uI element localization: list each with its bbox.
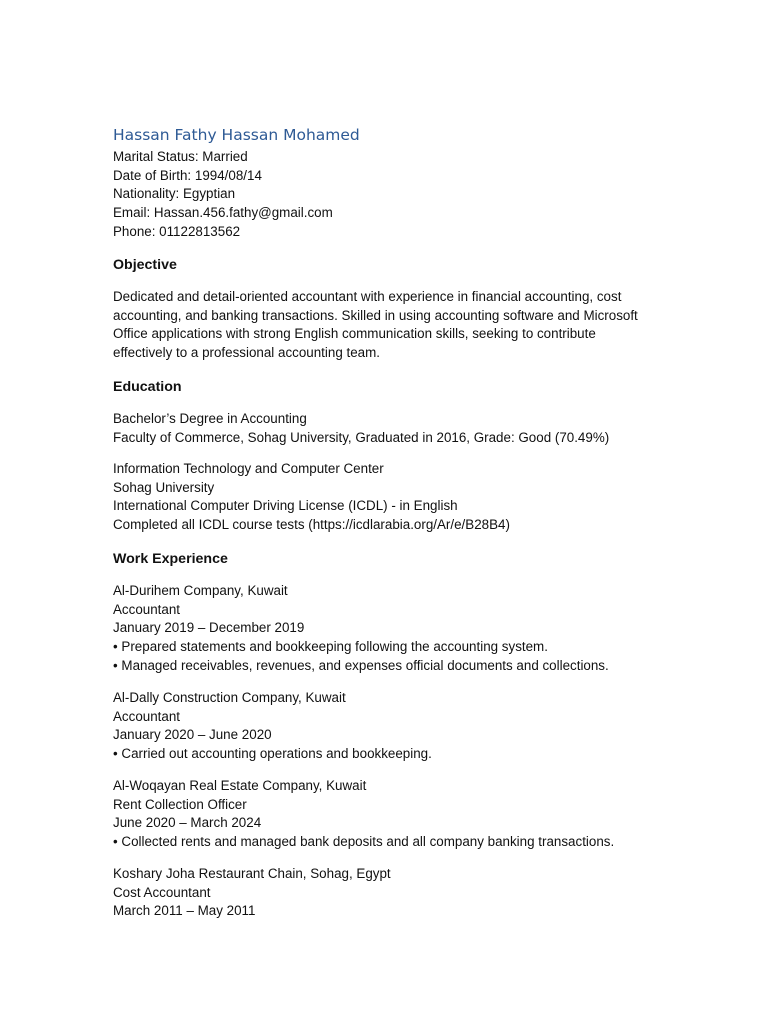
job-title: Rent Collection Officer: [113, 796, 247, 812]
company: Koshary Joha Restaurant Chain, Sohag, Egypt: [113, 866, 391, 881]
company: Al-Durihem Company, Kuwait: [113, 583, 288, 598]
degree-details: Faculty of Commerce, Sohag University, Graduated in 2016, Grade: Good (70.49%): [113, 429, 610, 445]
objective-heading: Objective: [113, 257, 177, 273]
education-entry-icdl: [113, 460, 510, 535]
work-heading: Work Experience: [113, 551, 228, 567]
certificate-note: Completed all ICDL course tests (https://icdlarabia.org/Ar/e/B28B4): [113, 517, 510, 533]
education-entry-degree: [113, 410, 609, 447]
job-title: Accountant: [113, 708, 180, 724]
degree-title: Bachelor’s Degree in Accounting: [113, 411, 307, 426]
institution: Information Technology and Computer Center: [113, 461, 384, 476]
education-heading: Education: [113, 379, 182, 395]
email: Email: Hassan.456.fathy@gmail.com: [113, 205, 333, 221]
university: Sohag University: [113, 479, 215, 495]
company: Al-Dally Construction Company, Kuwait: [113, 690, 346, 705]
job-dates: January 2019 – December 2019: [113, 620, 305, 636]
date-of-birth: Date of Birth: 1994/08/14: [113, 167, 262, 183]
job-title: Cost Accountant: [113, 884, 211, 900]
objective-line: Dedicated and detail-oriented accountant with experience in financial accounting, cost: [113, 289, 622, 304]
job-title: Accountant: [113, 601, 180, 617]
phone: Phone: 01122813562: [113, 223, 241, 239]
job-duty: • Managed receivables, revenues, and expenses official documents and collections.: [113, 657, 609, 673]
job-dates: January 2020 – June 2020: [113, 727, 272, 743]
job-duty: • Carried out accounting operations and bookkeeping.: [113, 746, 432, 762]
objective-line: Office applications with strong English communication skills, seeking to contribute: [113, 326, 596, 342]
objective-line: accounting, and banking transactions. Skilled in using accounting software and Microsoft: [113, 307, 638, 323]
marital-status: Marital Status: Married: [113, 149, 248, 164]
nationality: Nationality: Egyptian: [113, 186, 236, 202]
applicant-name: Hassan Fathy Hassan Mohamed: [113, 126, 360, 144]
job-duty: • Collected rents and managed bank deposits and all company banking transactions.: [113, 834, 615, 850]
certificate: International Computer Driving License (ICDL) - in English: [113, 498, 458, 514]
personal-info: [113, 148, 333, 242]
work-entry: [113, 865, 391, 921]
company: Al-Woqayan Real Estate Company, Kuwait: [113, 778, 367, 793]
job-dates: June 2020 – March 2024: [113, 815, 262, 831]
job-duty: • Prepared statements and bookkeeping following the accounting system.: [113, 639, 548, 655]
objective-text: [113, 288, 638, 363]
job-dates: March 2011 – May 2011: [113, 903, 256, 919]
objective-line: effectively to a professional accounting team.: [113, 345, 380, 361]
work-entry: [113, 582, 609, 676]
work-entry: [113, 777, 614, 852]
work-entry: [113, 689, 432, 764]
